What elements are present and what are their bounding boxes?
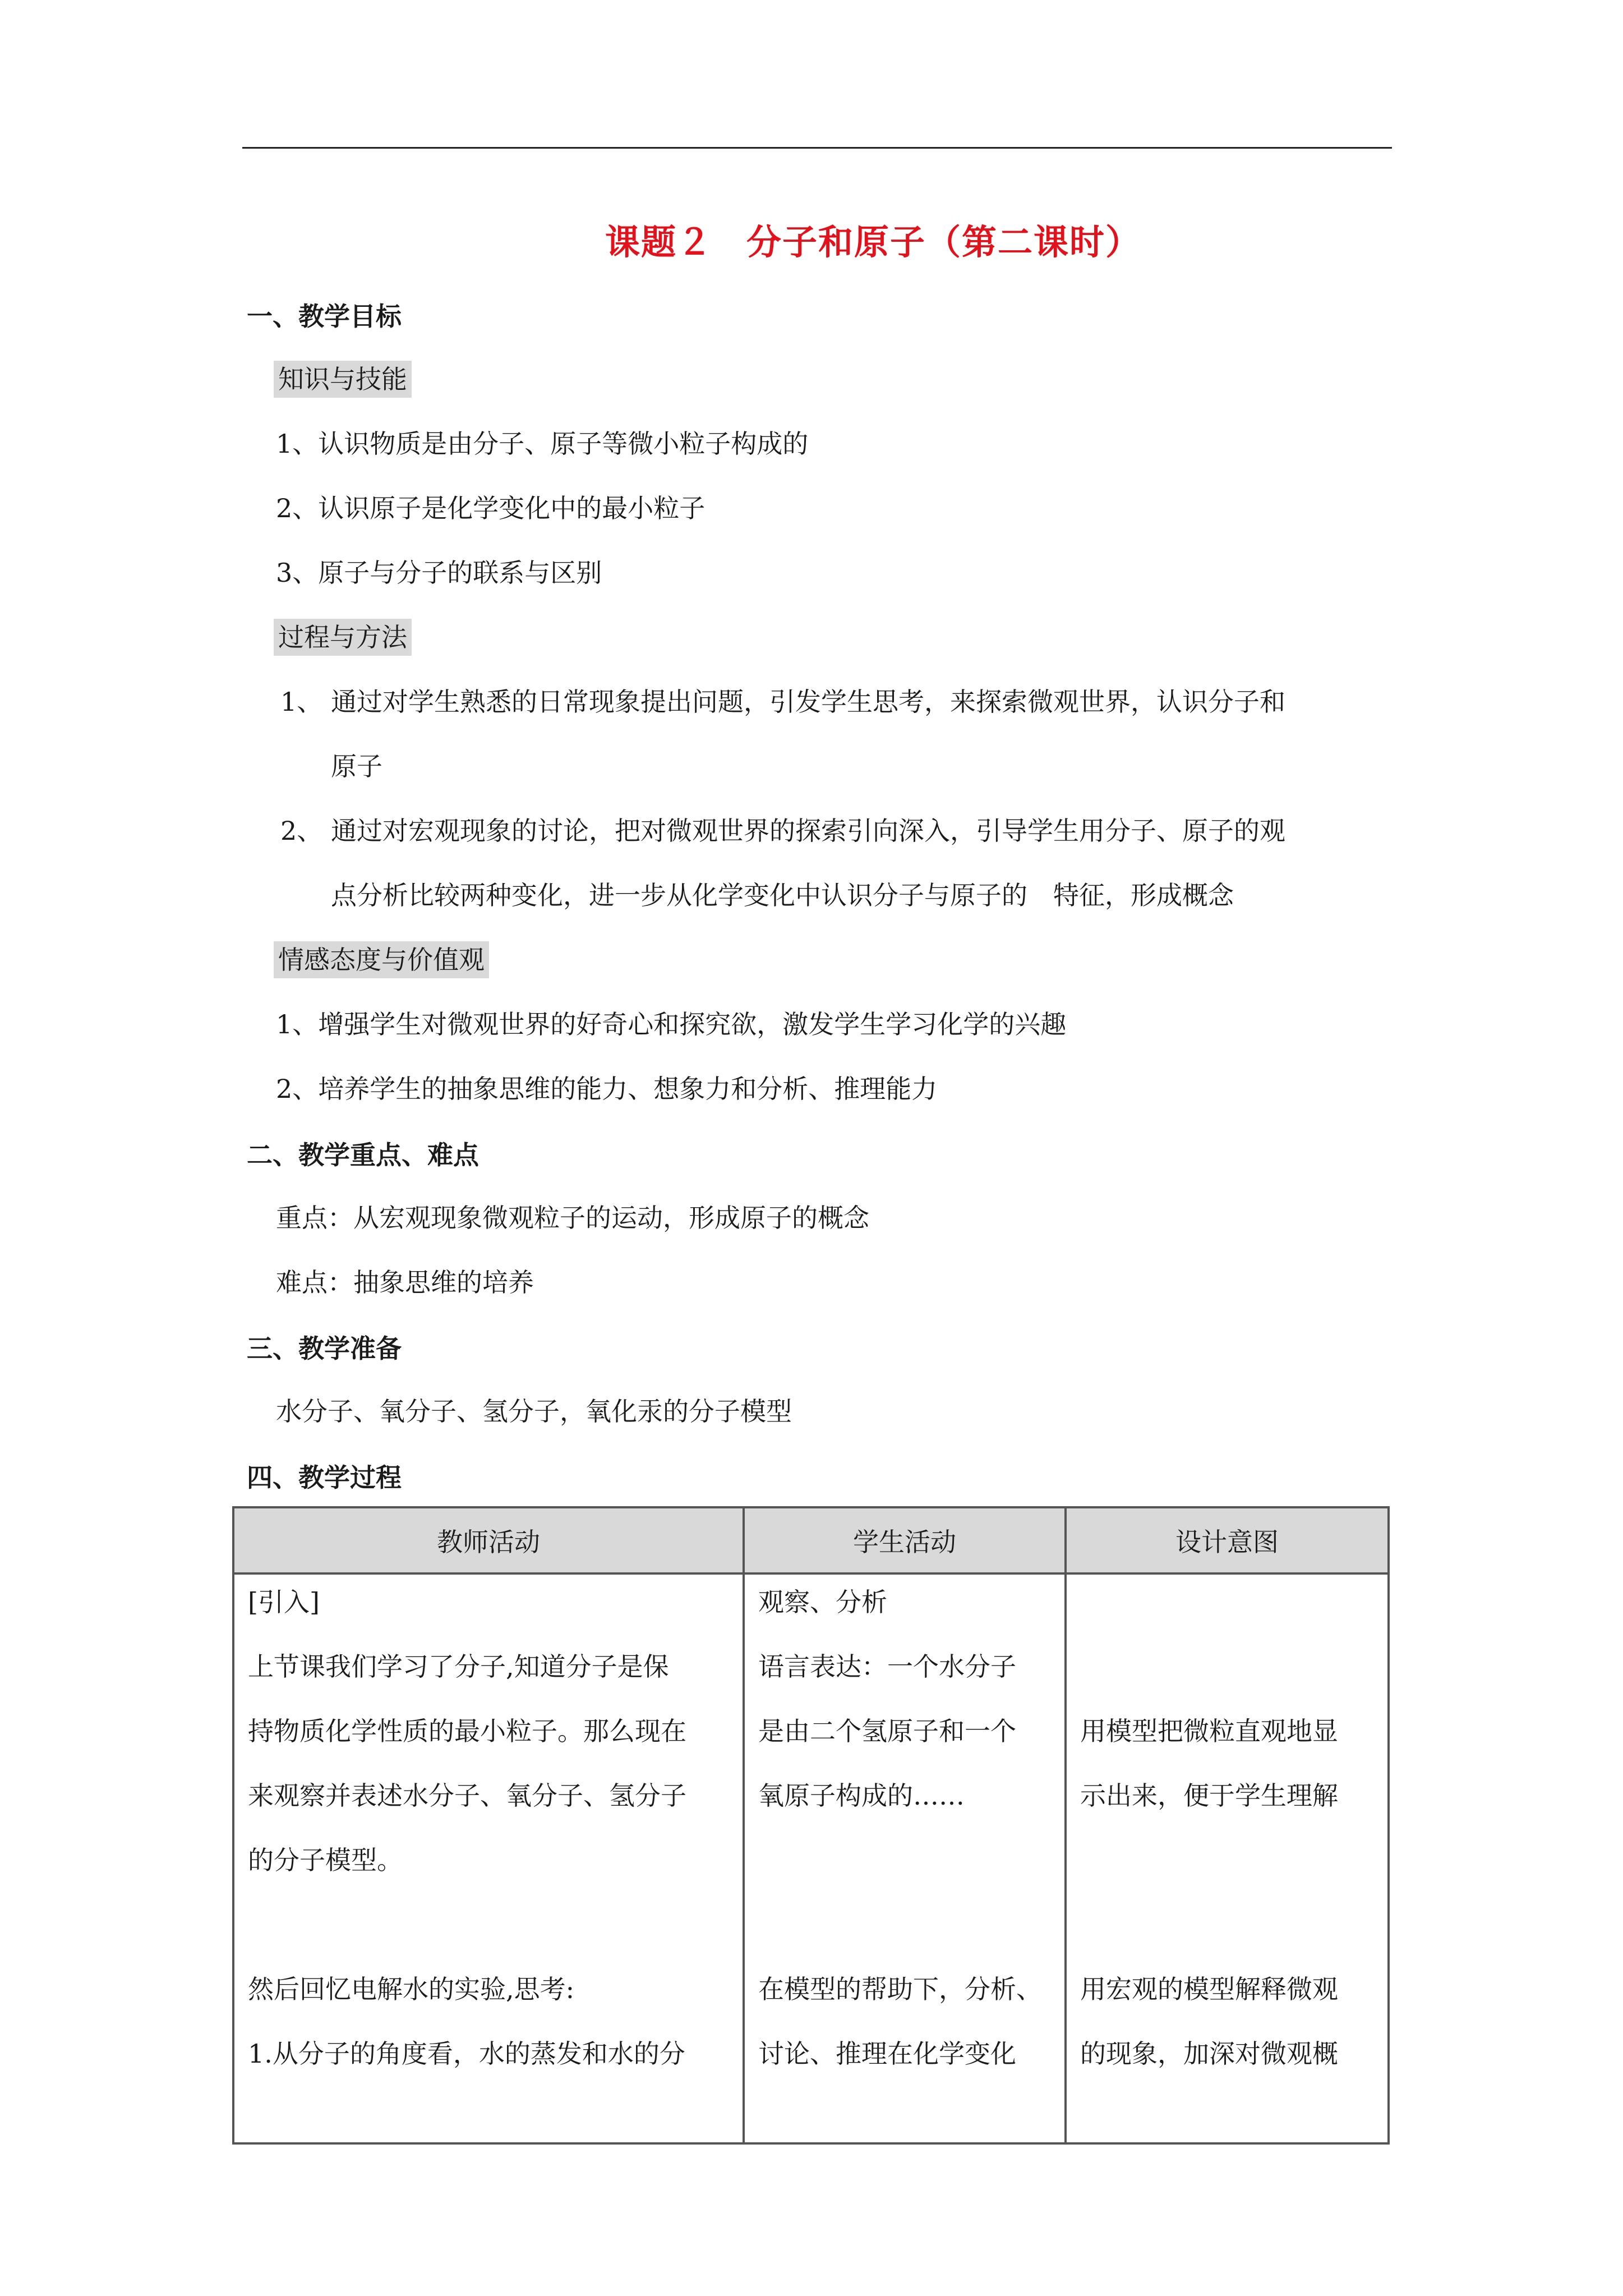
student-line-1: 观察、分析: [758, 1587, 887, 1617]
design-line-2: 示出来，便于学生理解: [1080, 1780, 1338, 1811]
design-line-4: 的现象，加深对微观概: [1080, 2039, 1338, 2069]
subheading-emotion: 情感态度与价值观: [274, 941, 489, 978]
emotion-item-1: 1、增强学生对微观世界的好奇心和探究欲，激发学生学习化学的兴趣: [276, 1009, 1067, 1039]
teacher-line-1: [引入]: [248, 1587, 320, 1617]
emotion-item-2: 2、培养学生的抽象思维的能力、想象力和分析、推理能力: [276, 1074, 938, 1104]
process-item-2-line-2: 点分析比较两种变化，进一步从化学变化中认识分子与原子的 特征，形成概念: [331, 880, 1234, 910]
student-line-5: 在模型的帮助下，分析、: [758, 1974, 1042, 2004]
difficulty-text: 难点：抽象思维的培养: [276, 1267, 534, 1297]
teacher-line-7: 1.从分子的角度看，水的蒸发和水的分: [248, 2039, 685, 2069]
process-item-2-number: 2、: [280, 816, 323, 846]
header-design-intent: 设计意图: [1066, 1507, 1389, 1573]
process-item-1-number: 1、: [280, 687, 323, 717]
process-item-1-line-1: 通过对学生熟悉的日常现象提出问题，引发学生思考，来探索微观世界，认识分子和: [331, 687, 1285, 717]
teaching-process-table: [232, 1506, 1390, 2145]
section-heading-preparation: 三、教学准备: [247, 1333, 402, 1364]
student-line-6: 讨论、推理在化学变化: [758, 2039, 1016, 2069]
section-heading-process: 四、教学过程: [247, 1462, 402, 1493]
knowledge-item-2: 2、认识原子是化学变化中的最小粒子: [276, 493, 706, 523]
teacher-line-2: 上节课我们学习了分子,知道分子是保: [248, 1651, 669, 1682]
teacher-activity-cell: [233, 1573, 744, 2143]
section-heading-key-points: 二、教学重点、难点: [247, 1140, 479, 1170]
design-intent-cell: [1066, 1573, 1389, 2143]
teacher-line-4: 来观察并表述水分子、氧分子、氢分子: [248, 1780, 686, 1811]
student-line-3: 是由二个氢原子和一个: [758, 1716, 1016, 1746]
section-heading-objectives: 一、教学目标: [247, 301, 402, 332]
key-point-text: 重点：从宏观现象微观粒子的运动，形成原子的概念: [276, 1203, 869, 1233]
process-item-1-line-2: 原子: [331, 751, 382, 781]
table-row: [233, 1573, 1389, 2143]
student-line-2: 语言表达：一个水分子: [758, 1651, 1016, 1682]
design-line-3: 用宏观的模型解释微观: [1080, 1974, 1338, 2004]
header-teacher-activity: 教师活动: [233, 1507, 744, 1573]
knowledge-item-3: 3、原子与分子的联系与区别: [276, 558, 602, 588]
preparation-text: 水分子、氧分子、氢分子，氧化汞的分子模型: [276, 1396, 792, 1427]
table-header-row: [233, 1507, 1389, 1573]
process-item-2-line-1: 通过对宏观现象的讨论，把对微观世界的探索引向深入，引导学生用分子、原子的观: [331, 816, 1285, 846]
teacher-line-6: 然后回忆电解水的实验,思考:: [248, 1974, 575, 2004]
knowledge-item-1: 1、认识物质是由分子、原子等微小粒子构成的: [276, 429, 809, 459]
title-lesson-name: 分子和原子（第二课时）: [746, 222, 1142, 263]
student-line-4: 氧原子构成的……: [758, 1780, 965, 1811]
design-line-1: 用模型把微粒直观地显: [1080, 1716, 1338, 1746]
page-title: [0, 214, 1623, 264]
student-activity-cell: [744, 1573, 1066, 2143]
title-lesson-number: 课题２: [605, 222, 713, 263]
teacher-line-3: 持物质化学性质的最小粒子。那么现在: [248, 1716, 686, 1746]
header-student-activity: 学生活动: [744, 1507, 1066, 1573]
subheading-knowledge: 知识与技能: [274, 361, 412, 398]
teacher-line-5: 的分子模型。: [248, 1845, 403, 1875]
header-rule: [242, 147, 1392, 149]
subheading-process: 过程与方法: [274, 619, 412, 656]
